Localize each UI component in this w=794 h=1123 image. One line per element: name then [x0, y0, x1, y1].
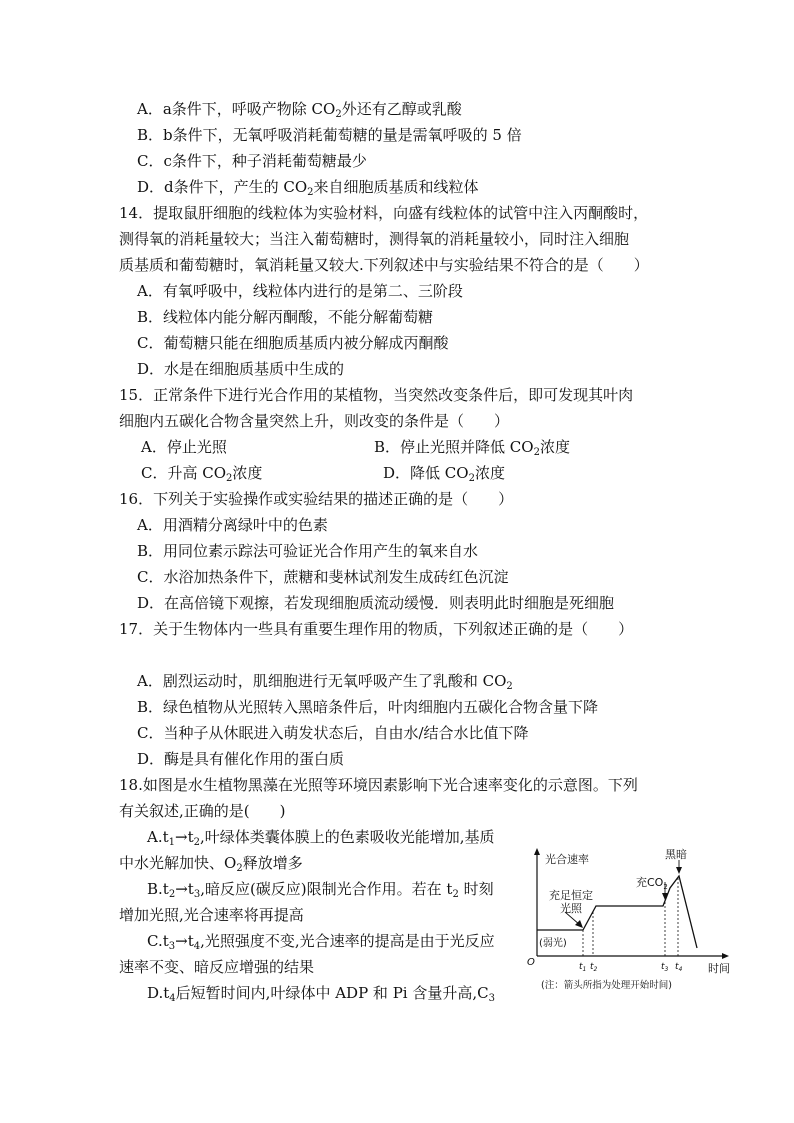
weak-light-label: (弱光) [539, 938, 567, 949]
q14-option-b: B．线粒体内能分解丙酮酸，不能分解葡萄糖 [137, 308, 434, 326]
origin-label: O [527, 957, 535, 968]
q15-option-c: C．升高 $CO_2$浓度 [141, 464, 263, 484]
q15-option-b: B．停止光照并降低 $CO_2$浓度 [374, 438, 570, 458]
q14-stem-line2: 测得氧的消耗量较大；当注入葡萄糖时，测得氧的消耗量较小，同时注入细胞 [119, 230, 630, 248]
q13-option-c: C．c条件下，种子消耗葡萄糖最少 [137, 152, 367, 170]
q16-option-b: B．用同位素示踪法可验证光合作用产生的氧来自水 [137, 542, 479, 560]
co2-label: 充$CO_2$ [636, 876, 668, 891]
q16-option-a: A．用酒精分离绿叶中的色素 [137, 516, 328, 534]
q17-stem: 17．关于生物体内一些具有重要生理作用的物质，下列叙述正确的是（ ） [119, 620, 634, 638]
q16-stem: 16．下列关于实验操作或实验结果的描述正确的是（ ） [119, 490, 514, 508]
q17-option-b: B．绿色植物从光照转入黑暗条件后，叶肉细胞内五碳化合物含量下降 [137, 698, 599, 716]
q17-option-a: A．剧烈运动时，肌细胞进行无氧呼吸产生了乳酸和 $CO_2$ [137, 672, 513, 692]
y-axis-label: 光合速率 [545, 853, 589, 866]
q14-option-a: A．有氧呼吸中，线粒体内进行的是第二、三阶段 [137, 282, 463, 300]
tick-label-t3: $t_3$ [661, 962, 669, 973]
q13-option-d: D．d条件下，产生的 $CO_2$来自细胞质基质和线粒体 [137, 178, 479, 198]
q18-stem-line1: 18.如图是水生植物黑藻在光照等环境因素影响下光合速率变化的示意图。下列 [119, 776, 638, 794]
tick-label-t2: $t_2$ [590, 962, 598, 973]
q14-stem-line3: 质基质和葡萄糖时，氧消耗量又较大.下列叙述中与实验结果不符合的是（ ） [119, 256, 649, 274]
q17-option-d: D．酶是具有催化作用的蛋白质 [137, 750, 345, 768]
photosynthesis-rate-figure [525, 846, 743, 996]
q15-option-d: D．降低 $CO_2$浓度 [383, 464, 505, 484]
q18-option-a-line1: $A.t_1\to t_2$,叶绿体类囊体膜上的色素吸收光能增加,基质 [147, 828, 495, 848]
y-axis-arrowhead [534, 848, 540, 855]
q14-option-c: C．葡萄糖只能在细胞质基质内被分解成丙酮酸 [137, 334, 449, 352]
q15-stem-line2: 细胞内五碳化合物含量突然上升，则改变的条件是（ ） [119, 412, 510, 430]
q13-option-a: A．a条件下，呼吸产物除 $CO_2$外还有乙醇或乳酸 [137, 100, 462, 120]
tick-label-t1: $t_1$ [579, 962, 587, 973]
q14-option-d: D．水是在细胞质基质中生成的 [137, 360, 345, 378]
q15-stem-line1: 15．正常条件下进行光合作用的某植物，当突然改变条件后，即可发现其叶肉 [119, 386, 634, 404]
q17-option-c: C．当种子从休眠进入萌发状态后，自由水/结合水比值下降 [137, 724, 529, 742]
x-axis-arrowhead [722, 953, 729, 959]
light-label-line1: 充足恒定 [549, 889, 593, 902]
q15-option-a: A．停止光照 [141, 438, 227, 456]
q18-option-b-line2: 增加光照,光合速率将再提高 [119, 906, 304, 924]
tick-label-t4: $t_4$ [675, 962, 683, 973]
q18-option-a-line2: 中水光解加快、$O_2$释放增多 [119, 854, 303, 874]
x-axis-label: 时间 [708, 962, 730, 975]
q16-option-d: D．在高倍镜下观擦，若发现细胞质流动缓慢．则表明此时细胞是死细胞 [137, 594, 615, 612]
q14-stem-line1: 14．提取鼠肝细胞的线粒体为实验材料，向盛有线粒体的试管中注入丙酮酸时， [119, 204, 649, 222]
dark-arrowhead [676, 867, 682, 874]
light-label-line2: 光照 [560, 902, 582, 915]
q18-stem-line2: 有关叙述,正确的是( ) [119, 802, 286, 820]
dark-label: 黑暗 [665, 848, 687, 861]
q18-option-d-line1: $D.t_4$后短暂时间内,叶绿体中 ADP 和 Pi 含量升高$,C_3$ [147, 984, 495, 1004]
figure-note: (注：箭头所指为处理开始时间) [541, 980, 672, 991]
q13-option-b: B．b条件下，无氧呼吸消耗葡萄糖的量是需氧呼吸的 5 倍 [137, 126, 522, 144]
q18-option-c-line1: $C.t_3\to t_4$,光照强度不变,光合速率的提高是由于光反应 [147, 932, 495, 952]
q18-option-b-line1: $B.t_2\to t_3$,暗反应(碳反应)限制光合作用。若在 $t_2$ 时刻 [147, 880, 494, 900]
q18-option-c-line2: 速率不变、暗反应增强的结果 [119, 958, 315, 976]
q16-option-c: C．水浴加热条件下，蔗糖和斐林试剂发生成砖红色沉淀 [137, 568, 509, 586]
photosynthesis-rate-diagram [525, 846, 743, 996]
